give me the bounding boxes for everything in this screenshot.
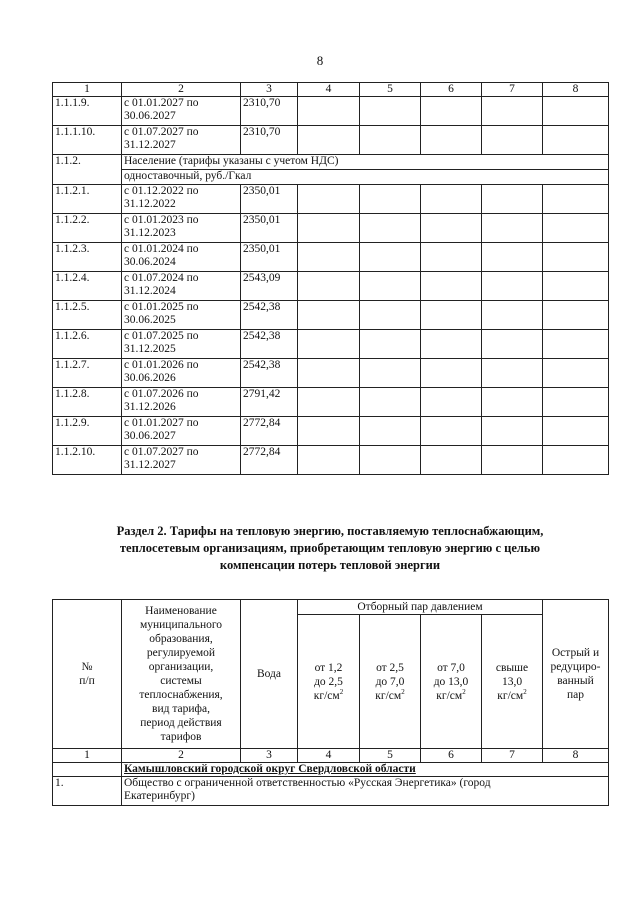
organization-row <box>53 777 609 806</box>
number-cell: 7 <box>482 749 543 763</box>
empty-cell <box>543 446 609 475</box>
empty-cell <box>421 214 482 243</box>
org-name-line: Общество с ограниченной ответственностью «Русская Энергетика» (город <box>124 777 491 789</box>
header-line: 13,0 <box>501 675 523 688</box>
header-line: редуциро- <box>550 661 601 673</box>
group-row <box>53 155 609 170</box>
empty-cell <box>482 359 543 388</box>
header-line <box>300 689 357 703</box>
header-line: регулируемой <box>146 647 216 659</box>
row-period <box>122 301 241 330</box>
empty-cell <box>360 446 421 475</box>
header-line: от 1,2 <box>314 661 343 674</box>
period-end: 31.12.2027 <box>124 139 176 151</box>
empty-cell <box>298 330 360 359</box>
col-name-header <box>122 600 241 749</box>
period-end: 31.12.2024 <box>124 285 176 297</box>
period-end: 30.06.2027 <box>124 110 176 122</box>
header-line: тарифов <box>160 731 202 743</box>
header-line: свыше <box>495 661 529 674</box>
empty-cell <box>482 126 543 155</box>
row-value: 2350,01 <box>241 185 298 214</box>
header-line: организации, <box>148 661 214 673</box>
row-num: 1.1.2.7. <box>53 359 122 388</box>
row-value: 2310,70 <box>241 97 298 126</box>
empty-cell <box>421 417 482 446</box>
section-title-line: теплосетевым организациям, приобретающим тепловую энергию с целью <box>119 541 541 555</box>
row-num: 1.1.2.6. <box>53 330 122 359</box>
row-value: 2350,01 <box>241 214 298 243</box>
table-row <box>53 185 609 214</box>
steam-pressure-header <box>482 615 543 749</box>
header-line: системы <box>160 675 202 687</box>
header-line: Острый и <box>551 647 600 659</box>
empty-cell <box>298 301 360 330</box>
row-num: 1.1.1.9. <box>53 97 122 126</box>
table-row <box>53 301 609 330</box>
table-row <box>53 446 609 475</box>
steam-pressure-header <box>298 615 360 749</box>
empty-cell <box>298 185 360 214</box>
empty-cell <box>360 330 421 359</box>
empty-cell <box>543 388 609 417</box>
row-period <box>122 214 241 243</box>
header-line: период действия <box>140 717 222 729</box>
steam-group-header: Отборный пар давлением <box>298 600 543 615</box>
empty-cell <box>543 301 609 330</box>
number-cell: 3 <box>241 749 298 763</box>
row-period <box>122 126 241 155</box>
header-cell: 1 <box>53 83 122 97</box>
number-cell: 5 <box>360 749 421 763</box>
table-row <box>53 243 609 272</box>
empty-cell <box>421 185 482 214</box>
empty-cell <box>421 330 482 359</box>
period-end: 30.06.2026 <box>124 372 176 384</box>
header-cell: 5 <box>360 83 421 97</box>
header-cell: 2 <box>122 83 241 97</box>
period-end: 31.12.2026 <box>124 401 176 413</box>
header-cell: 4 <box>298 83 360 97</box>
empty-cell <box>360 272 421 301</box>
empty-cell <box>421 446 482 475</box>
group-title: Население (тарифы указаны с учетом НДС) <box>122 155 609 170</box>
region-name: Камышловский городской округ Свердловской области <box>122 763 609 777</box>
row-period <box>122 446 241 475</box>
steam-pressure-header <box>360 615 421 749</box>
table-row <box>53 417 609 446</box>
tariff-table-section1 <box>52 82 609 475</box>
header-line: пар <box>566 689 584 701</box>
empty-cell <box>421 97 482 126</box>
row-period <box>122 243 241 272</box>
period-start: с 01.12.2022 по <box>124 185 199 197</box>
period-start: с 01.01.2025 по <box>124 301 199 313</box>
number-cell: 4 <box>298 749 360 763</box>
row-period <box>122 272 241 301</box>
table-row <box>53 359 609 388</box>
empty-cell <box>543 272 609 301</box>
empty-cell <box>298 417 360 446</box>
row-num: 1.1.1.10. <box>53 126 122 155</box>
header-line: вид тарифа, <box>152 703 210 715</box>
row-value: 2310,70 <box>241 126 298 155</box>
table-row <box>53 126 609 155</box>
period-end: 31.12.2022 <box>124 198 176 210</box>
empty-cell <box>360 126 421 155</box>
row-value: 2543,09 <box>241 272 298 301</box>
header-line: п/п <box>79 675 95 687</box>
period-end: 30.06.2024 <box>124 256 176 268</box>
org-name-line: Екатеринбург) <box>124 790 195 802</box>
table2-header-row <box>53 600 609 615</box>
row-num: 1.1.2.4. <box>53 272 122 301</box>
period-start: с 01.07.2025 по <box>124 330 199 342</box>
empty-cell <box>298 214 360 243</box>
period-end: 31.12.2025 <box>124 343 176 355</box>
header-line: муниципального <box>139 619 223 631</box>
empty-cell <box>482 185 543 214</box>
period-end: 30.06.2027 <box>124 430 176 442</box>
section-title-line: компенсации потерь тепловой энергии <box>219 558 441 572</box>
row-num: 1.1.2.3. <box>53 243 122 272</box>
period-start: с 01.07.2027 по <box>124 446 199 458</box>
number-cell: 2 <box>122 749 241 763</box>
header-line: до 2,5 <box>314 675 343 688</box>
header-cell: 3 <box>241 83 298 97</box>
row-value: 2542,38 <box>241 301 298 330</box>
empty-cell <box>482 272 543 301</box>
empty-cell <box>482 446 543 475</box>
period-start: с 01.01.2026 по <box>124 359 199 371</box>
empty-cell <box>482 388 543 417</box>
col-num-header <box>53 600 122 749</box>
empty-cell <box>482 214 543 243</box>
empty-cell <box>360 301 421 330</box>
unit-exponent: 2 <box>462 687 466 696</box>
empty-cell <box>421 301 482 330</box>
row-period <box>122 417 241 446</box>
empty-cell <box>360 185 421 214</box>
period-start: с 01.01.2023 по <box>124 214 199 226</box>
empty-cell <box>298 97 360 126</box>
empty-cell <box>421 126 482 155</box>
empty-cell <box>360 214 421 243</box>
empty-cell <box>421 272 482 301</box>
header-line <box>362 689 418 703</box>
empty-cell <box>543 243 609 272</box>
row-period <box>122 330 241 359</box>
section-title <box>60 523 600 574</box>
header-line: от 7,0 <box>437 661 465 674</box>
unit-exponent: 2 <box>523 687 527 696</box>
empty-cell <box>298 272 360 301</box>
group-row-sub <box>53 170 609 185</box>
col-sharp-steam-header <box>543 600 609 749</box>
unit-exponent: 2 <box>339 687 344 696</box>
empty-cell <box>421 359 482 388</box>
row-num: 1.1.2.5. <box>53 301 122 330</box>
header-cell: 8 <box>543 83 609 97</box>
period-start: с 01.07.2026 по <box>124 388 199 400</box>
row-value: 2542,38 <box>241 359 298 388</box>
row-period <box>122 388 241 417</box>
org-name <box>122 777 609 806</box>
empty-cell <box>543 126 609 155</box>
org-num: 1. <box>53 777 122 806</box>
header-line: до 7,0 <box>375 675 405 688</box>
empty-cell <box>543 330 609 359</box>
row-num: 1.1.2.9. <box>53 417 122 446</box>
table2-number-row <box>53 749 609 763</box>
unit: кг/см <box>375 689 402 702</box>
row-period <box>122 359 241 388</box>
row-value: 2791,42 <box>241 388 298 417</box>
empty-cell <box>543 185 609 214</box>
header-line: Наименование <box>145 605 217 617</box>
empty-cell <box>482 243 543 272</box>
group-tariff-type: одноставочный, руб./Гкал <box>122 170 609 185</box>
region-row <box>53 763 609 777</box>
row-value: 2772,84 <box>241 446 298 475</box>
group-num: 1.1.2. <box>53 155 122 185</box>
period-start: с 01.01.2024 по <box>124 243 199 255</box>
row-value: 2350,01 <box>241 243 298 272</box>
empty-cell <box>298 446 360 475</box>
tariff-table-section2 <box>52 599 609 806</box>
table-header-row <box>53 83 609 97</box>
header-line: от 2,5 <box>376 661 404 674</box>
unit: кг/см <box>497 689 524 702</box>
header-line: образования, <box>149 633 213 645</box>
empty-cell <box>421 388 482 417</box>
section-title-line: Раздел 2. Тарифы на тепловую энергию, поставляемую теплоснабжающим, <box>116 524 544 538</box>
empty-cell <box>482 417 543 446</box>
table-row <box>53 330 609 359</box>
empty-cell <box>482 97 543 126</box>
row-value: 2772,84 <box>241 417 298 446</box>
period-end: 31.12.2023 <box>124 227 176 239</box>
header-cell: 7 <box>482 83 543 97</box>
empty-cell <box>360 388 421 417</box>
header-cell: 6 <box>421 83 482 97</box>
unit: кг/см <box>313 689 340 702</box>
row-period <box>122 97 241 126</box>
table-row <box>53 272 609 301</box>
header-line: теплоснабжения, <box>139 689 223 701</box>
header-line <box>484 689 540 703</box>
period-start: с 01.01.2027 по <box>124 417 199 429</box>
table-row <box>53 388 609 417</box>
period-start: с 01.07.2024 по <box>124 272 199 284</box>
period-start: с 01.07.2027 по <box>124 126 199 138</box>
header-line <box>423 689 479 703</box>
period-start: с 01.01.2027 по <box>124 97 199 109</box>
header-line: ванный <box>557 675 594 687</box>
header-line: до 13,0 <box>433 675 469 688</box>
number-cell: 6 <box>421 749 482 763</box>
row-num: 1.1.2.8. <box>53 388 122 417</box>
empty-cell <box>360 359 421 388</box>
region-num-cell <box>53 763 122 777</box>
empty-cell <box>298 243 360 272</box>
empty-cell <box>421 243 482 272</box>
unit: кг/см <box>436 689 463 702</box>
row-num: 1.1.2.1. <box>53 185 122 214</box>
empty-cell <box>298 388 360 417</box>
empty-cell <box>360 417 421 446</box>
empty-cell <box>298 359 360 388</box>
row-num: 1.1.2.2. <box>53 214 122 243</box>
table-row <box>53 97 609 126</box>
period-end: 30.06.2025 <box>124 314 176 326</box>
steam-pressure-header <box>421 615 482 749</box>
empty-cell <box>543 214 609 243</box>
empty-cell <box>482 301 543 330</box>
header-line: № <box>81 661 93 673</box>
empty-cell <box>543 97 609 126</box>
unit-exponent: 2 <box>401 687 405 696</box>
empty-cell <box>543 417 609 446</box>
empty-cell <box>543 359 609 388</box>
empty-cell <box>360 243 421 272</box>
period-end: 31.12.2027 <box>124 459 176 471</box>
table-row <box>53 214 609 243</box>
col-water-header: Вода <box>241 600 298 749</box>
page-number: 8 <box>316 53 324 68</box>
empty-cell <box>482 330 543 359</box>
row-value: 2542,38 <box>241 330 298 359</box>
empty-cell <box>360 97 421 126</box>
empty-cell <box>298 126 360 155</box>
number-cell: 8 <box>543 749 609 763</box>
number-cell: 1 <box>53 749 122 763</box>
row-num: 1.1.2.10. <box>53 446 122 475</box>
row-period <box>122 185 241 214</box>
